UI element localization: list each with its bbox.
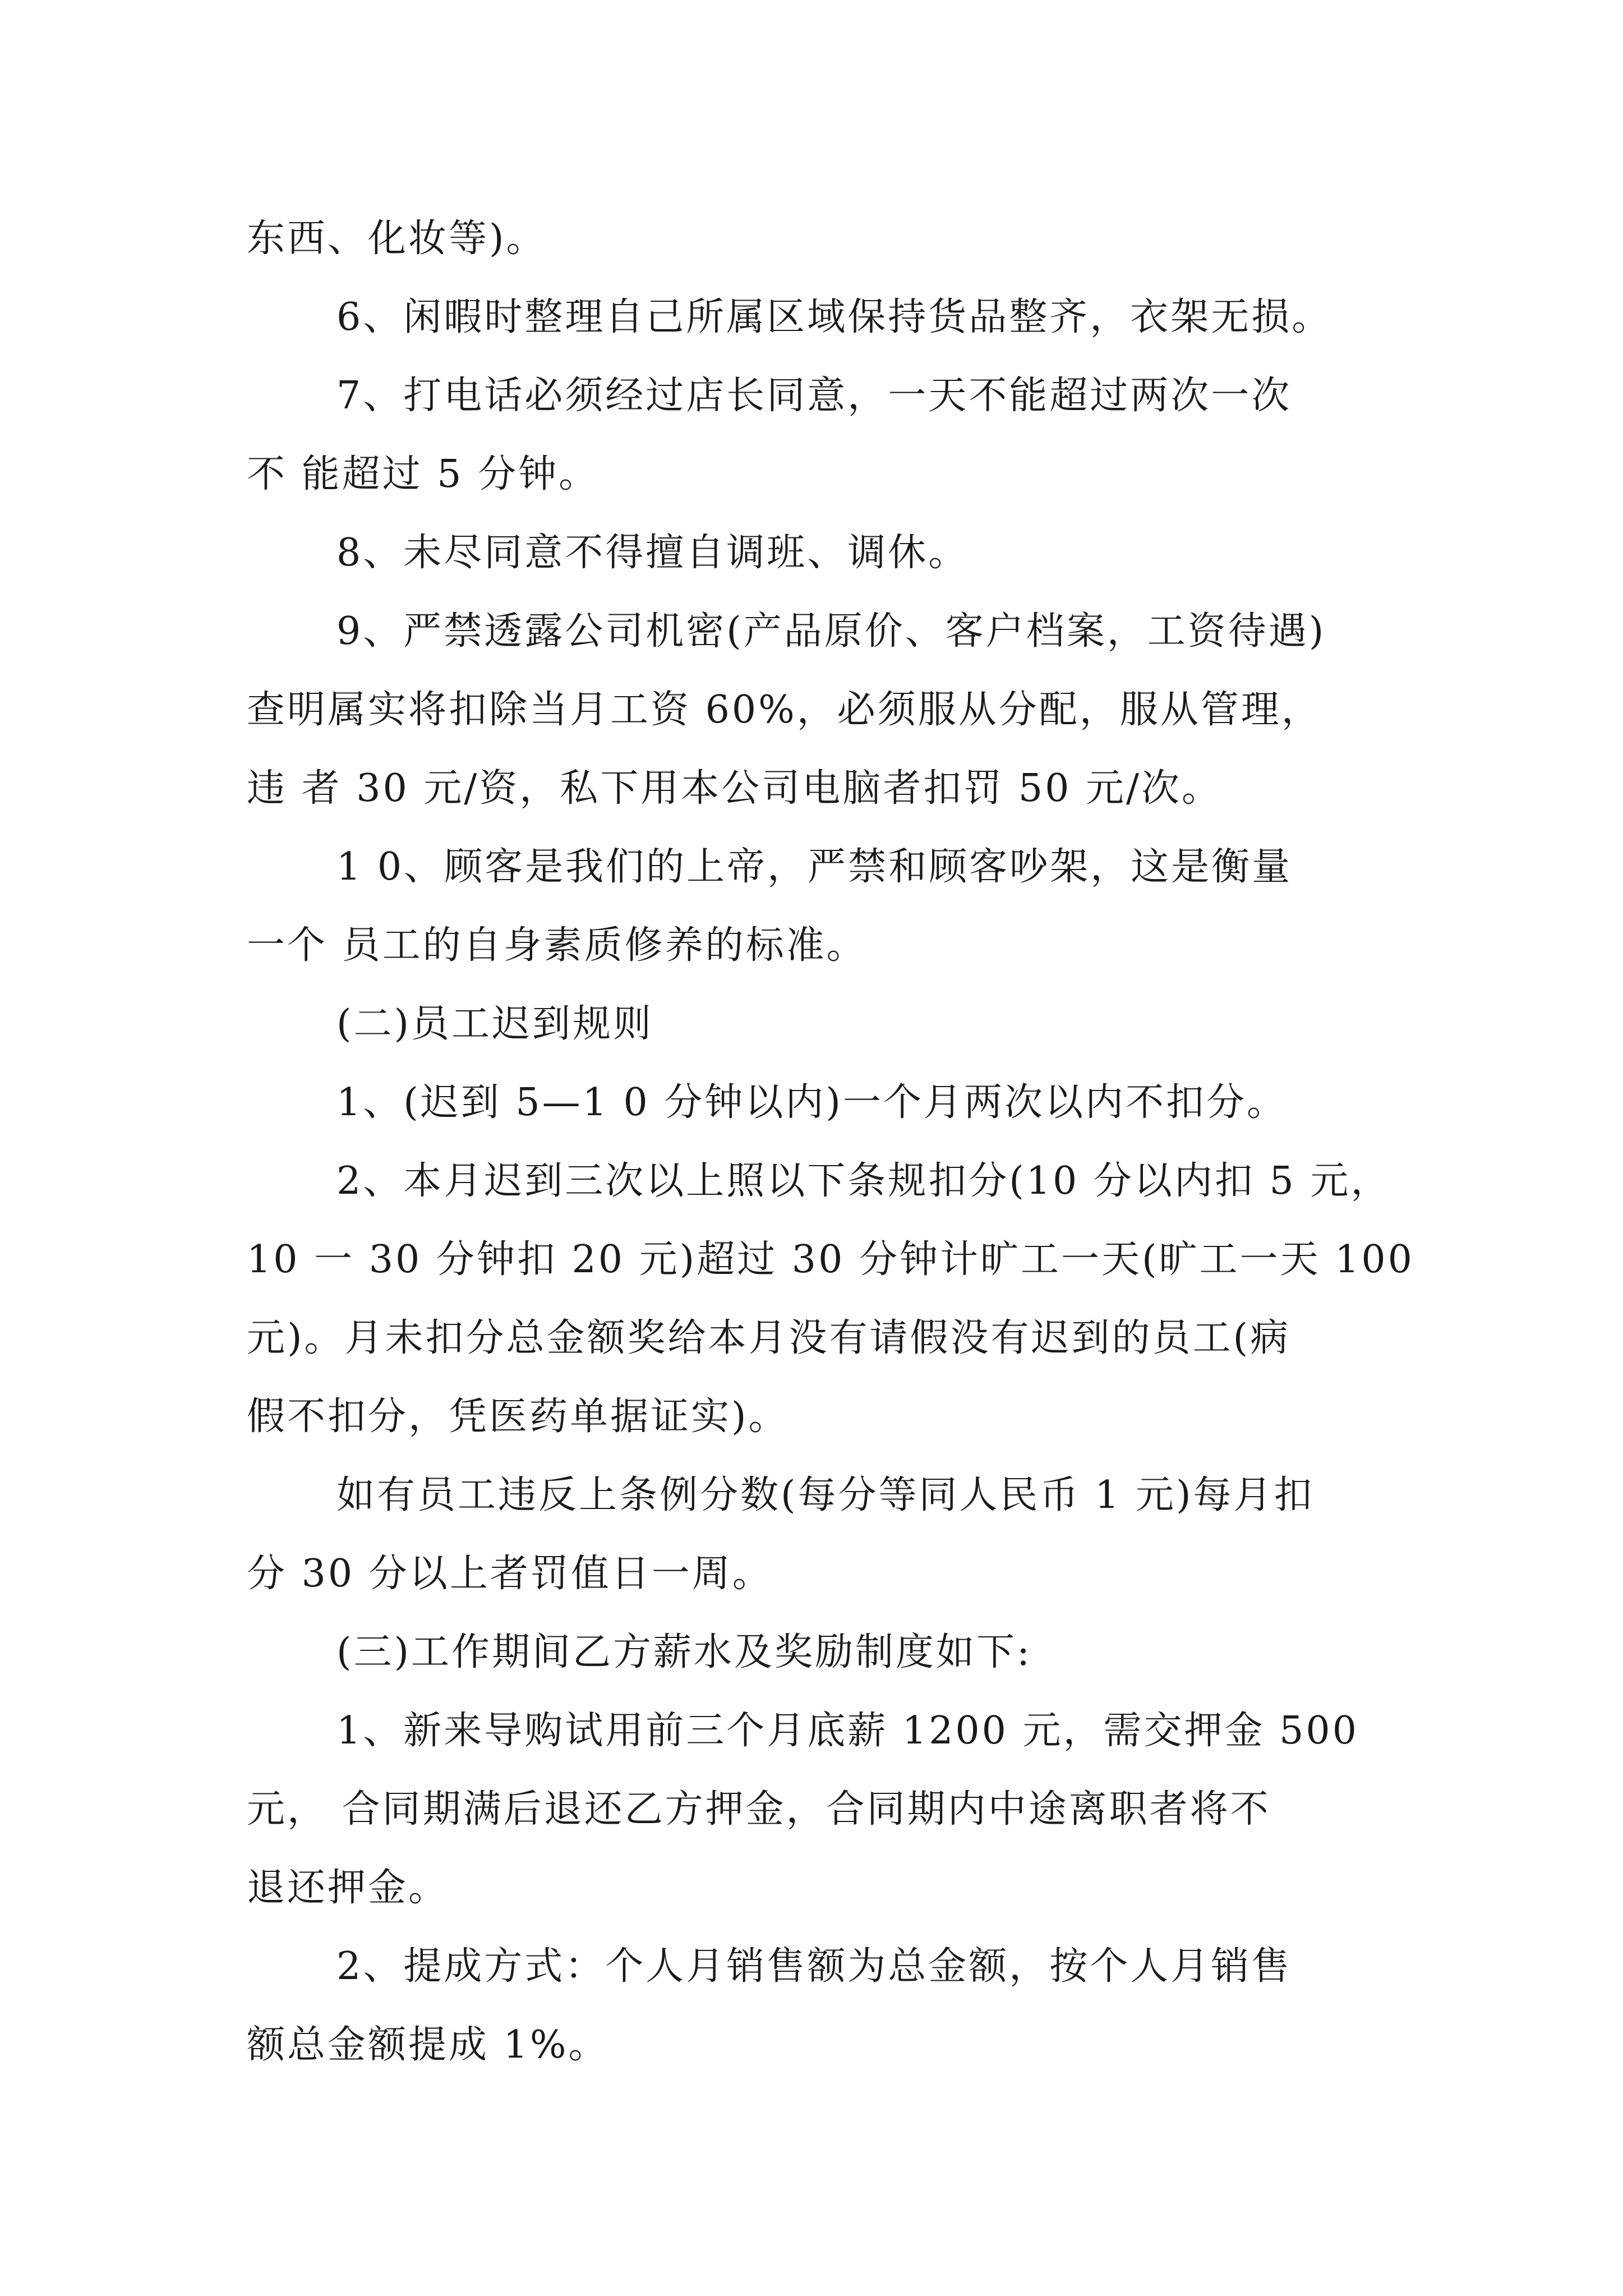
text-line: 一个 员工的自身素质修养的标准。 [247,923,867,968]
text-line: 1 0、顾客是我们的上帝，严禁和顾客吵架，这是衡量 [336,845,1293,889]
text-line: 分 30 分以上者罚值日一周。 [247,1552,773,1596]
text-line: 东西、化妆等)。 [247,217,547,261]
text-line: 如有员工违反上条例分数(每分等同人民币 1 元)每月扣 [336,1473,1315,1517]
text-line: 2、本月迟到三次以上照以下条规扣分(10 分以内扣 5 元， [336,1159,1391,1203]
text-line: 假不扣分，凭医药单据证实)。 [247,1395,789,1439]
text-line: 1、新来导购试用前三个月底薪 1200 元，需交押金 500 [336,1709,1359,1753]
text-line: 7、打电话必须经过店长同意，一天不能超过两次一次 [336,374,1292,418]
text-line: 6、闲暇时整理自己所属区域保持货品整齐，衣架无损。 [336,295,1332,339]
text-line: 不 能超过 5 分钟。 [247,452,600,496]
text-line: 元)。月未扣分总金额奖给本月没有请假没有迟到的员工(病 [247,1316,1291,1360]
section-heading: (三)工作期间乙方薪水及奖励制度如下: [336,1630,1032,1674]
text-line: 1、(迟到 5—1 0 分钟以内)一个月两次以内不扣分。 [336,1080,1287,1125]
text-line: 元， 合同期满后退还乙方押金，合同期内中途离职者将不 [247,1787,1271,1832]
text-line: 8、未尽同意不得擅自调班、调休。 [336,531,969,575]
text-line: 9、严禁透露公司机密(产品原价、客户档案，工资待遇) [336,609,1326,654]
text-line: 违 者 30 元/资，私下用本公司电脑者扣罚 50 元/次。 [247,766,1222,811]
section-heading: (二)员工迟到规则 [336,1002,654,1046]
text-line: 额总金额提成 1%。 [247,2023,609,2067]
text-line: 2、提成方式：个人月销售额为总金额，按个人月销售 [336,1944,1292,1989]
text-line: 退还押金。 [247,1866,449,1910]
text-line: 查明属实将扣除当月工资 60%，必须服从分配，服从管理， [247,688,1322,732]
text-line: 10 一 30 分钟扣 20 元)超过 30 分钟计旷工一天(旷工一天 100 [247,1237,1414,1282]
